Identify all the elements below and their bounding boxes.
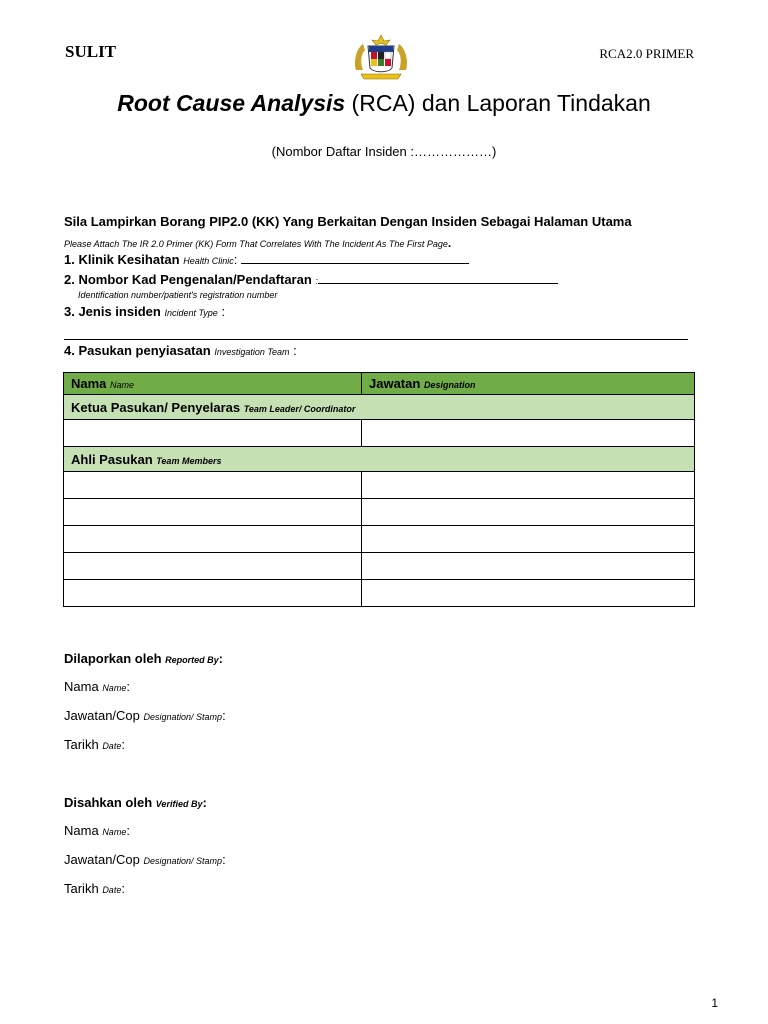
- member-designation-cell[interactable]: [362, 499, 695, 526]
- field-incident-type: 3. Jenis insiden Incident Type :: [64, 304, 226, 319]
- header-name: Nama Name: [64, 373, 362, 395]
- member-designation-cell[interactable]: [362, 553, 695, 580]
- id-number-field[interactable]: [318, 272, 558, 284]
- member-name-cell[interactable]: [64, 472, 362, 499]
- malaysia-coat-of-arms-icon: [351, 34, 411, 80]
- table-row: [64, 472, 695, 499]
- table-row: [64, 420, 695, 447]
- verified-by-heading: Disahkan oleh Verified By:: [64, 795, 207, 810]
- table-row: [64, 499, 695, 526]
- reported-designation-field[interactable]: Jawatan/Cop Designation/ Stamp:: [64, 708, 226, 723]
- field-health-clinic: 1. Klinik Kesihatan Health Clinic:: [64, 252, 469, 267]
- verified-name-field[interactable]: Nama Name:: [64, 823, 130, 838]
- attach-instruction: Sila Lampirkan Borang PIP2.0 (KK) Yang Berkaitan Dengan Insiden Sebagai Halaman Utama: [64, 214, 632, 229]
- incident-type-field[interactable]: [64, 339, 688, 340]
- title-italic: Root Cause Analysis: [117, 90, 346, 116]
- member-designation-cell[interactable]: [362, 472, 695, 499]
- id-number-caption: Identification number/patient's registration number: [78, 290, 278, 300]
- document-code: RCA2.0 PRIMER: [599, 46, 694, 61]
- page-title: [0, 90, 768, 117]
- member-name-cell[interactable]: [64, 526, 362, 553]
- reported-by-heading: Dilaporkan oleh Reported By:: [64, 651, 224, 666]
- member-name-cell[interactable]: [64, 553, 362, 580]
- table-row: [64, 580, 695, 607]
- member-name-cell[interactable]: [64, 499, 362, 526]
- table-row: [64, 553, 695, 580]
- field-investigation-team: 4. Pasukan penyiasatan Investigation Team :: [64, 343, 297, 358]
- health-clinic-field[interactable]: [241, 252, 469, 264]
- investigation-team-table: [63, 372, 695, 607]
- table-row: [64, 526, 695, 553]
- page-number: 1: [711, 996, 718, 1010]
- member-designation-cell[interactable]: [362, 580, 695, 607]
- verified-date-field[interactable]: Tarikh Date:: [64, 881, 125, 896]
- leader-designation-cell[interactable]: [362, 420, 695, 447]
- reported-date-field[interactable]: Tarikh Date:: [64, 737, 125, 752]
- attach-instruction-english: Please Attach The IR 2.0 Primer (KK) Form That Correlates With The Incident As The First Page.: [64, 236, 452, 250]
- title-rest: (RCA) dan Laporan Tindakan: [345, 90, 651, 116]
- team-leader-row: Ketua Pasukan/ Penyelaras Team Leader/ Coordinator: [64, 395, 695, 420]
- field-id-number: 2. Nombor Kad Pengenalan/Pendaftaran :: [64, 272, 558, 287]
- member-designation-cell[interactable]: [362, 526, 695, 553]
- member-name-cell[interactable]: [64, 580, 362, 607]
- leader-name-cell[interactable]: [64, 420, 362, 447]
- classification-label: SULIT: [65, 42, 117, 61]
- header-designation: Jawatan Designation: [362, 373, 695, 395]
- incident-register-number: (Nombor Daftar Insiden :………………): [271, 144, 497, 159]
- team-members-row: Ahli Pasukan Team Members: [64, 447, 695, 472]
- verified-designation-field[interactable]: Jawatan/Cop Designation/ Stamp:: [64, 852, 226, 867]
- table-header-row: [64, 373, 695, 395]
- reported-name-field[interactable]: Nama Name:: [64, 679, 130, 694]
